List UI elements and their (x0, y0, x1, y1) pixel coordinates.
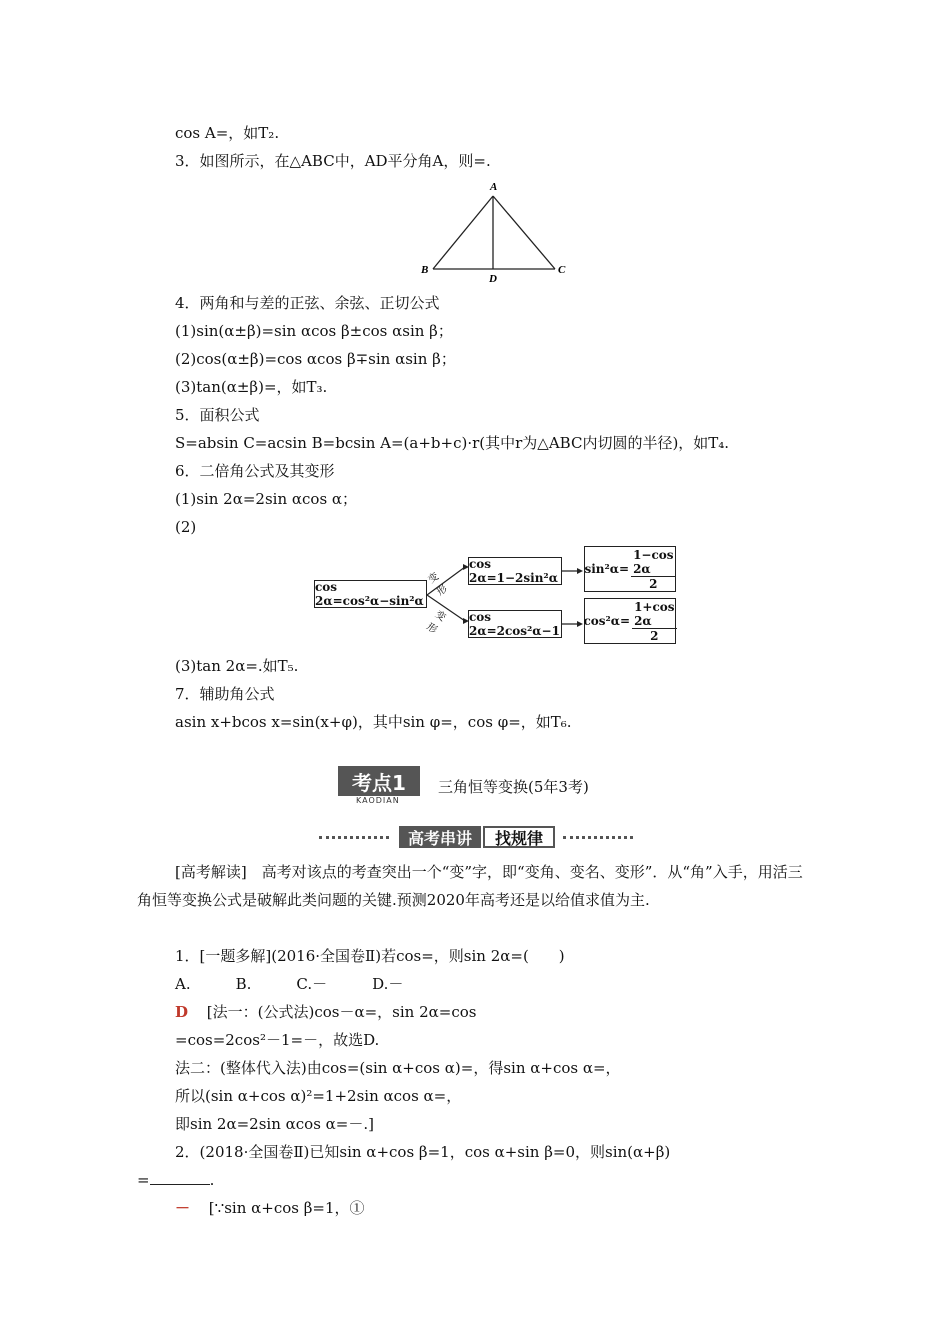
answer-1-line-4: 所以(sin α+cos α)²=1+2sin αcos α=， (175, 1087, 462, 1105)
auxiliary-angle-formula: asin x+bcos x=sin(x+φ)，其中sin φ=，cos φ=，如T₆. (175, 713, 572, 731)
answer-2-text: [∵sin α+cos β=1，① (208, 1199, 365, 1217)
double-angle-label: (2) (175, 518, 197, 536)
point-d-label: D (489, 273, 497, 285)
banner-left-label: 高考串讲 (399, 826, 481, 848)
sin-sq-lhs: sin²α= (584, 562, 630, 576)
item-4: 4．两角和与差的正弦、余弦、正切公式 (175, 294, 440, 312)
diagram-top-right-box (584, 546, 676, 592)
answer-1-method-2: 法二：(整体代入法)由cos=(sin α+cos α)=，得sin α+cos α=， (175, 1059, 621, 1077)
question-1-options: A. B. C.－ D.－ (175, 975, 404, 993)
formula-line: cos A=，如T₂. (175, 124, 280, 142)
double-angle-sine: (1)sin 2α=2sin αcos α； (175, 490, 358, 508)
answer-1-key: D (175, 1003, 189, 1021)
answer-2-line-1 (175, 1198, 365, 1218)
double-angle-tangent: (3)tan 2α=.如T₅. (175, 657, 299, 675)
deform-label-down: 变形 (424, 609, 448, 637)
formula-sum-tangent: (3)tan(α±β)=，如T₃. (175, 378, 328, 396)
answer-1-line-1 (175, 1002, 476, 1022)
formula-sum-cosine: (2)cos(α±β)=cos αcos β∓sin αsin β； (175, 350, 456, 368)
sin-sq-denominator: 2 (649, 576, 658, 591)
cos-sq-denominator: 2 (650, 628, 659, 643)
item-3: 3．如图所示，在△ABC中，AD平分角A，则=. (175, 152, 491, 170)
answer-1-line-5: 即sin 2α=2sin αcos α=－.] (175, 1115, 374, 1133)
answer-2-key: － (175, 1199, 191, 1217)
question-2-blank-line: = . (137, 1171, 215, 1189)
item-7: 7．辅助角公式 (175, 685, 275, 703)
answer-1-line-2: =cos=2cos²－1=－，故选D. (175, 1031, 380, 1049)
answer-blank (150, 1184, 210, 1185)
vertex-b-label: B (421, 264, 429, 276)
vertex-a-label: A (490, 181, 498, 193)
diagram-bottom-right-box (584, 598, 676, 644)
question-1: 1．[一题多解](2016·全国卷Ⅱ)若cos=，则sin 2α=( ) (175, 947, 565, 965)
diagram-top-mid-box: cos 2α=1−2sin²α (468, 557, 562, 585)
item-5: 5．面积公式 (175, 406, 260, 424)
item-6: 6．二倍角公式及其变形 (175, 462, 335, 480)
banner-dots-left (319, 836, 389, 843)
section-banner (313, 826, 633, 850)
sin-sq-fraction (631, 548, 675, 591)
section-badge-sub: KAODIAN (356, 796, 400, 805)
question-2-equals: = (137, 1171, 150, 1189)
exam-interpretation: [高考解读] 高考对该点的考查突出一个“变”字，即“变角、变名、变形”．从“角”入手，用活三角恒等变换公式是破解此类问题的关键.预测2020年高考还是以给值求值为主. (137, 863, 803, 909)
question-2: 2．(2018·全国卷Ⅱ)已知sin α+cos β=1，cos α+sin β=0，则sin(α+β) (175, 1143, 671, 1161)
cos-sq-fraction (632, 600, 676, 643)
triangle-figure (415, 178, 575, 288)
deform-label-up: 变形 (426, 571, 450, 599)
area-formula: S=absin C=acsin B=bcsin A=(a+b+c)·r(其中r为△ABC内切圆的半径)，如T₄. (175, 434, 730, 452)
diagram-root-box: cos 2α=cos²α−sin²α (314, 580, 427, 608)
banner-dots-right (563, 836, 633, 843)
banner-right-label: 找规律 (483, 826, 555, 848)
vertex-c-label: C (558, 264, 566, 276)
section-title: 三角恒等变换(5年3考) (438, 778, 589, 796)
diagram-bottom-mid-box: cos 2α=2cos²α−1 (468, 610, 562, 638)
formula-sum-sine: (1)sin(α±β)=sin αcos β±cos αsin β； (175, 322, 453, 340)
cos-sq-numerator: 1+cos 2α (634, 599, 675, 628)
section-badge: 考点1 (338, 766, 420, 796)
sin-sq-numerator: 1−cos 2α (633, 547, 674, 576)
answer-1-method-1: [法一：(公式法)cos－α=，sin 2α=cos (206, 1003, 477, 1021)
cos-sq-lhs: cos²α= (583, 614, 631, 628)
